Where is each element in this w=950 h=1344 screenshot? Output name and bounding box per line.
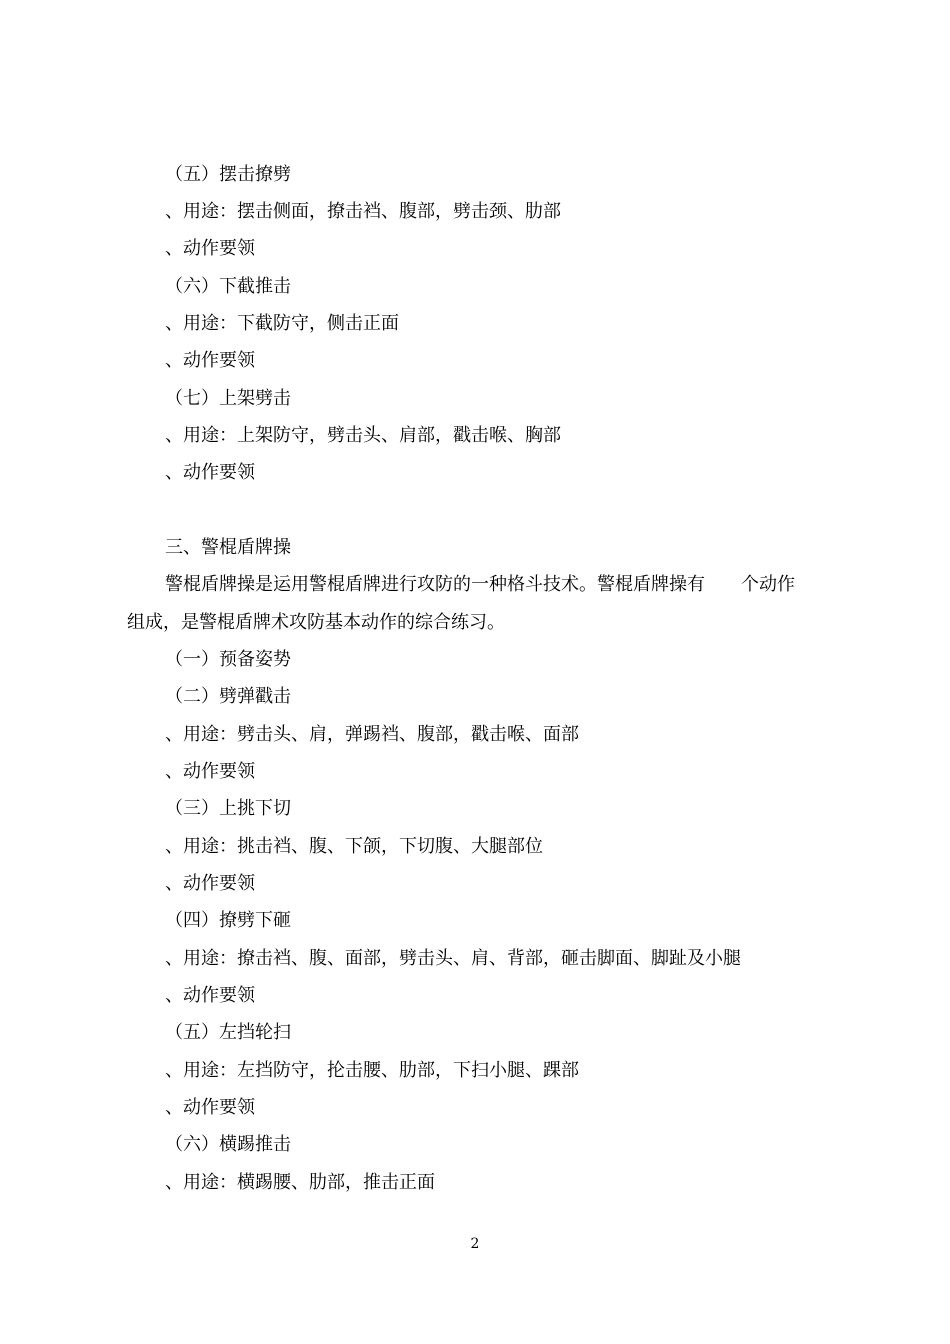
usage-line: 、用途：横踢腰、肋部，推击正面 [165,1172,435,1193]
action-essentials-line: 、动作要领 [165,873,255,894]
section-heading: 三、警棍盾牌操 [165,537,291,558]
usage-line: 、用途：劈击头、肩，弹踢裆、腹部，戳击喉、面部 [165,724,579,745]
heading-shangtiao-xiaqie: （三）上挑下切 [165,798,291,819]
heading-shangjia-piji: （七）上架劈击 [165,388,291,409]
heading-pidan-chuoji: （二）劈弹戳击 [165,686,291,707]
heading-zuodang-lunsao: （五）左挡轮扫 [165,1022,291,1043]
action-essentials-line: 、动作要领 [165,1097,255,1118]
heading-yubei-zishi: （一）预备姿势 [165,649,291,670]
action-essentials-line: 、动作要领 [165,985,255,1006]
paragraph-line-1: 警棍盾牌操是运用警棍盾牌进行攻防的一种格斗技术。警棍盾牌操有 个动作 [165,574,795,595]
page-number: 2 [470,1236,480,1252]
action-essentials-line: 、动作要领 [165,350,255,371]
heading-xiajie-tuiji: （六）下截推击 [165,276,291,297]
action-essentials-line: 、动作要领 [165,761,255,782]
usage-line: 、用途：挑击裆、腹、下颌，下切腹、大腿部位 [165,836,543,857]
usage-line: 、用途：撩击裆、腹、面部，劈击头、肩、背部，砸击脚面、脚趾及小腿 [165,948,741,969]
action-essentials-line: 、动作要领 [165,462,255,483]
heading-liaopi-xiaza: （四）撩劈下砸 [165,910,291,931]
action-essentials-line: 、动作要领 [165,238,255,259]
usage-line: 、用途：上架防守，劈击头、肩部，戳击喉、胸部 [165,425,561,446]
usage-line: 、用途：下截防守，侧击正面 [165,313,399,334]
heading-baiji-liaopi: （五）摆击撩劈 [165,164,291,185]
heading-hengti-tuiji: （六）横踢推击 [165,1134,291,1155]
usage-line: 、用途：左挡防守，抡击腰、肋部，下扫小腿、踝部 [165,1060,579,1081]
usage-line: 、用途：摆击侧面，撩击裆、腹部，劈击颈、肋部 [165,201,561,222]
paragraph-line-2: 组成，是警棍盾牌术攻防基本动作的综合练习。 [127,612,505,633]
